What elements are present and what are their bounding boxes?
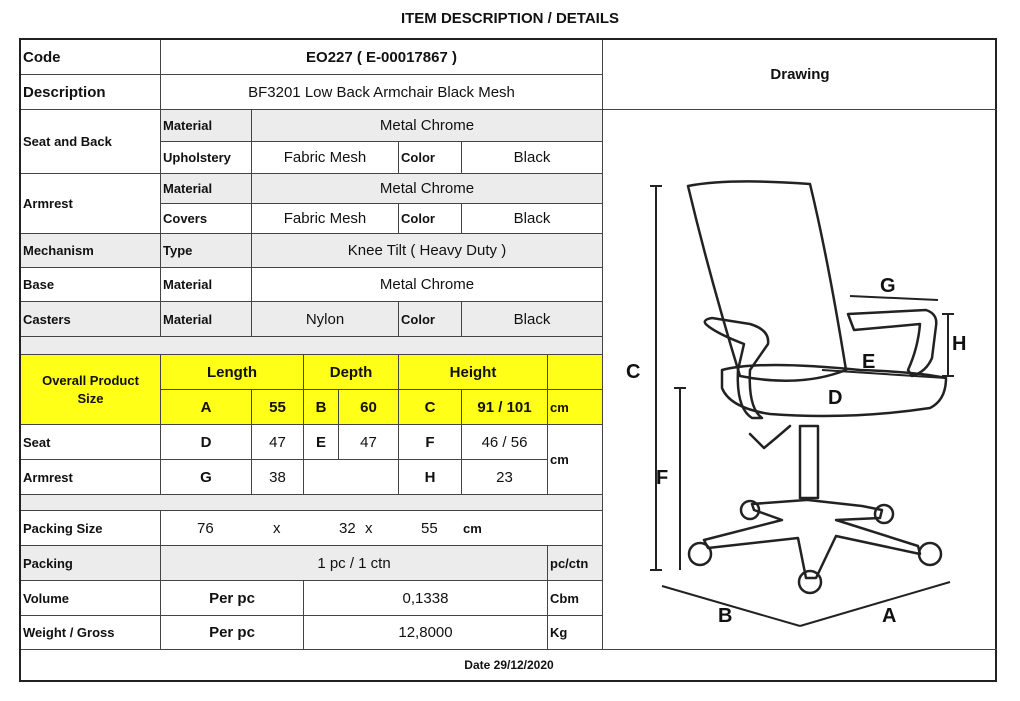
dim-g-value: 38 [252,460,304,495]
dim-e-value: 47 [339,425,399,460]
base-material-value: Metal Chrome [252,268,603,302]
packing-size-unit: cm [463,520,482,536]
weight-unit: Kg [548,616,603,650]
upholstery-value: Fabric Mesh [252,142,399,174]
armrest-color-label: Color [399,204,462,234]
packing-size-cell [161,511,603,546]
weight-label: Weight / Gross [21,616,161,650]
dim-h-letter: H [399,460,462,495]
covers-label: Covers [161,204,252,234]
dim-a-value: 55 [252,390,304,425]
base-label: Base [21,268,161,302]
dim-unit-2: cm [548,425,603,495]
mechanism-type-value: Knee Tilt ( Heavy Duty ) [252,234,603,268]
description-value: BF3201 Low Back Armchair Black Mesh [161,75,603,110]
seat-back-color-label: Color [399,142,462,174]
height-header: Height [399,355,548,390]
date-footer: Date 29/12/2020 [464,658,554,672]
seat-back-material-value: Metal Chrome [252,110,603,142]
dim-f-letter: F [399,425,462,460]
casters-color-label: Color [399,302,462,337]
packing-value: 1 pc / 1 ctn [161,546,548,581]
code-value: EO227 ( E-00017867 ) [161,40,603,75]
volume-per-pc: Per pc [161,581,304,616]
label-b: B [718,605,733,627]
weight-per-pc: Per pc [161,616,304,650]
chair-caster-2 [919,543,941,565]
covers-value: Fabric Mesh [252,204,399,234]
packing-label: Packing [21,546,161,581]
casters-material-label: Material [161,302,252,337]
code-label: Code [21,40,161,75]
label-f: F [656,467,669,489]
armrest-material-label: Material [161,174,252,204]
dim-b-letter: B [304,390,339,425]
dim-h-value: 23 [462,460,548,495]
dim-c-letter: C [399,390,462,425]
label-e: E [862,351,876,373]
dim-unit: cm [548,390,603,425]
label-d: D [828,387,843,409]
dim-e-letter: E [304,425,339,460]
dim-b-value: 60 [339,390,399,425]
casters-label: Casters [21,302,161,337]
length-header: Length [161,355,304,390]
mechanism-type-label: Type [161,234,252,268]
drawing-header: Drawing [603,40,997,110]
chair-base [704,500,920,578]
label-g: G [880,275,896,297]
label-a: A [882,605,897,627]
description-label: Description [21,75,161,110]
volume-unit: Cbm [548,581,603,616]
armrest-color-value: Black [462,204,603,234]
chair-caster-1 [689,543,711,565]
dim-f-value: 46 / 56 [462,425,548,460]
armrest-material-value: Metal Chrome [252,174,603,204]
chair-caster-3 [799,571,821,593]
page-title: ITEM DESCRIPTION / DETAILS [400,10,620,27]
dim-c-value: 91 / 101 [462,390,548,425]
packing-length: 76 [197,519,214,537]
armrest-dim-label: Armrest [21,460,161,495]
mechanism-label: Mechanism [21,234,161,268]
volume-value: 0,1338 [304,581,548,616]
packing-unit: pc/ctn [548,546,603,581]
label-h: H [952,333,967,355]
base-material-label: Material [161,268,252,302]
upholstery-label: Upholstery [161,142,252,174]
packing-x-1: x [273,519,281,537]
armrest-label: Armrest [21,174,161,234]
seat-label: Seat [21,425,161,460]
packing-height: 55 [421,519,438,537]
packing-width: 32 [339,519,356,537]
weight-value: 12,8000 [304,616,548,650]
volume-label: Volume [21,581,161,616]
chair-tilt-lever [750,426,790,448]
overall-size-label: Overall Product Size [21,355,161,425]
seat-back-label: Seat and Back [21,110,161,174]
casters-material-value: Nylon [252,302,399,337]
dim-a-letter: A [161,390,252,425]
dim-a-line [800,582,950,626]
dim-g-letter: G [161,460,252,495]
chair-caster-5 [875,505,893,523]
casters-color-value: Black [462,302,603,337]
seat-back-color-value: Black [462,142,603,174]
packing-size-label: Packing Size [21,511,161,546]
label-c: C [626,361,641,383]
packing-x-2: x [365,519,373,537]
depth-header: Depth [304,355,399,390]
seat-back-material-label: Material [161,110,252,142]
chair-drawing [600,108,996,648]
spacer-row-2 [21,495,603,511]
dim-d-letter: D [161,425,252,460]
spacer-row [21,337,603,355]
chair-gas-column [800,426,818,498]
dim-d-value: 47 [252,425,304,460]
blank-cell [304,460,399,495]
unit-header-blank [548,355,603,390]
chair-backrest [688,181,846,380]
